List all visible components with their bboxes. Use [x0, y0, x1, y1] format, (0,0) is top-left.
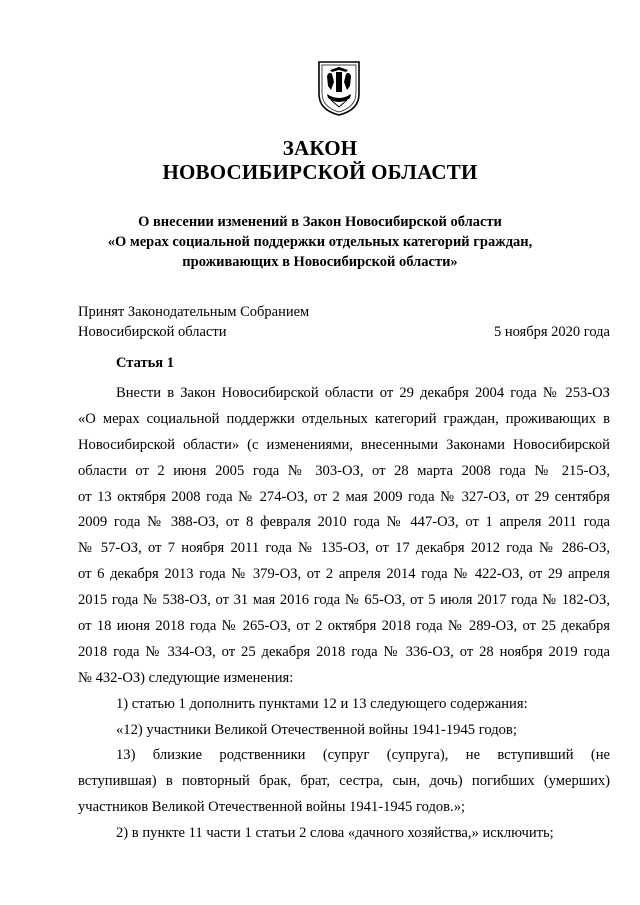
subtitle-line: О внесении изменений в Закон Новосибирской области [138, 214, 502, 230]
text-line: 2015 года № 538-ОЗ, от 31 мая 2016 года № 65-ОЗ, от 5 июля 2017 года № 182-ОЗ, [78, 592, 610, 609]
text-line: «12) участники Великой Отечественной войны 1941-1945 годов; [116, 721, 517, 738]
document-subtitle [0, 212, 640, 272]
text-line: 2009 года № 388-ОЗ, от 8 февраля 2010 года № 447-ОЗ, от 1 апреля 2011 года [78, 514, 610, 531]
adoption-date: 5 ноября 2020 года [493, 324, 610, 340]
text-line: Внести в Закон Новосибирской области от 29 декабря 2004 года № 253-ОЗ [116, 385, 610, 401]
text-line: № 432-ОЗ) следующие изменения: [78, 669, 294, 686]
text-line: 1) статью 1 дополнить пунктами 12 и 13 следующего содержания: [116, 695, 528, 712]
adoption-line: Новосибирской области [78, 324, 227, 340]
text-line: области от 2 июня 2005 года № 303-ОЗ, от 28 марта 2008 года № 215-ОЗ, [78, 462, 610, 479]
text-line: от 13 октября 2008 года № 274-ОЗ, от 2 мая 2009 года № 327-ОЗ, от 29 сентября [78, 488, 610, 505]
adoption-line: Принят Законодательным Собранием [78, 304, 310, 320]
subtitle-line: «О мерах социальной поддержки отдельных категорий граждан, [107, 234, 533, 250]
text-line: «О мерах социальной поддержки отдельных категорий граждан, проживающих в [78, 410, 610, 427]
text-line: № 57-ОЗ, от 7 ноября 2011 года № 135-ОЗ, от 17 декабря 2012 года № 286-ОЗ, [78, 540, 610, 557]
text-line: 13) близкие родственники (супруг (супруга), не вступивший (не [116, 747, 610, 764]
text-line: от 6 декабря 2013 года № 379-ОЗ, от 2 апреля 2014 года № 422-ОЗ, от 29 апреля [78, 566, 610, 583]
document-title-line1: ЗАКОН [282, 136, 358, 160]
coat-of-arms-icon [317, 60, 361, 116]
article-body [78, 383, 610, 849]
subtitle-line: проживающих в Новосибирской области» [182, 254, 458, 270]
text-line: вступившая) в повторный брак, брат, сестра, сын, дочь) погибших (умерших) [78, 773, 610, 790]
document-title-line2: НОВОСИБИРСКОЙ ОБЛАСТИ [162, 160, 478, 184]
article-heading: Статья 1 [116, 355, 174, 371]
text-line: 2018 года № 334-ОЗ, от 25 декабря 2018 года № 336-ОЗ, от 28 ноября 2019 года [78, 643, 610, 660]
text-line: от 18 июня 2018 года № 265-ОЗ, от 2 октября 2018 года № 289-ОЗ, от 25 декабря [78, 618, 610, 635]
text-line: Новосибирской области» (с изменениями, внесенными Законами Новосибирской [78, 436, 610, 453]
text-line: 2) в пункте 11 части 1 статьи 2 слова «дачного хозяйства,» исключить; [116, 825, 554, 842]
adoption-info [78, 302, 309, 342]
text-line: участников Великой Отечественной войны 1941-1945 годов.»; [78, 799, 466, 816]
